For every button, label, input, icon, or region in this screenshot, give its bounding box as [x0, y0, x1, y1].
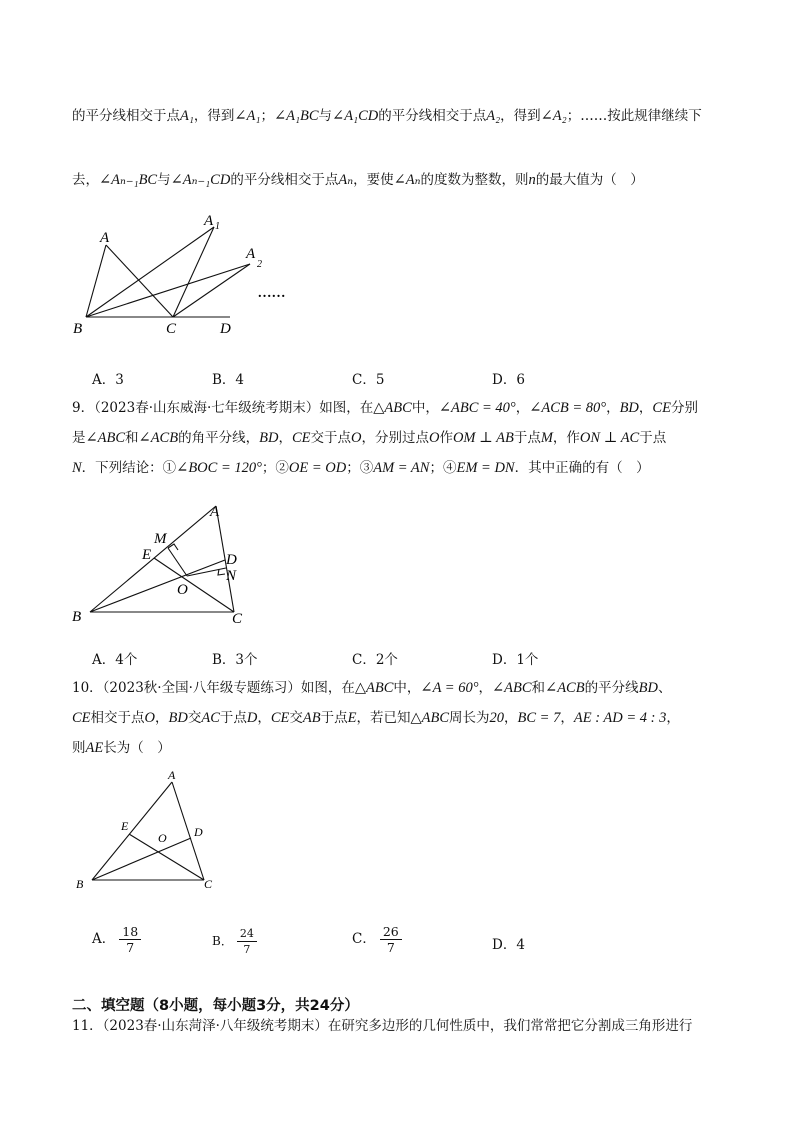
- math: D: [246, 710, 258, 726]
- text: ，: [606, 400, 620, 416]
- label-A: A: [100, 230, 110, 246]
- denominator: 7: [386, 940, 395, 955]
- math: BD: [638, 680, 658, 696]
- label-A1: A: [204, 213, 214, 229]
- q8-figure: [70, 205, 300, 340]
- math: CE: [291, 430, 311, 446]
- math: BD: [619, 400, 639, 416]
- math: AE : AD = 4 : 3: [573, 710, 667, 726]
- math: CE: [652, 400, 671, 416]
- text: ，: [257, 710, 271, 726]
- text: ，要使: [353, 172, 394, 188]
- text: 10．（2023秋·全国·八年级专题练习）如图，在: [72, 680, 355, 696]
- text: ，: [278, 430, 292, 446]
- text: ．其中正确的有（ ）: [514, 460, 650, 476]
- math: ∠ABC = 40°: [438, 400, 516, 416]
- q10-line3: [72, 738, 171, 758]
- text: 相交于点: [90, 710, 145, 726]
- label-O: O: [158, 831, 167, 845]
- text: 的最大值为（ ）: [535, 172, 644, 188]
- math: AC: [201, 710, 220, 726]
- q9-option-d[interactable]: D．1个: [492, 652, 539, 668]
- text: 作: [439, 430, 453, 446]
- text: 中，: [411, 400, 439, 416]
- text: 交于点: [310, 430, 351, 446]
- q10-figure: [70, 768, 230, 898]
- q11-line1: 11．（2023春·山东菏泽·八年级统考期末）在研究多边形的几何性质中，我们常常把它分割成三角形进行: [72, 1018, 693, 1034]
- math: CE: [270, 710, 290, 726]
- q9-line1: [72, 398, 698, 418]
- label-B: B: [73, 321, 83, 337]
- math: OM ⊥ AB: [452, 430, 514, 446]
- label-D: D: [194, 825, 203, 839]
- math: CE: [72, 710, 91, 726]
- math: ∠A = 60°: [420, 680, 479, 696]
- math: O: [350, 430, 362, 446]
- math: △ABC: [373, 400, 412, 416]
- text: 与: [318, 108, 333, 124]
- text: 的角平分线，: [178, 430, 260, 446]
- text: 9．（2023春·山东威海·七年级统考期末）如图，在: [72, 400, 374, 416]
- math: M: [540, 430, 553, 446]
- math: A₂: [486, 108, 501, 124]
- math: ON ⊥ AC: [579, 430, 640, 446]
- numerator: 18: [119, 924, 141, 940]
- line-AB: [90, 506, 216, 612]
- label-B: B: [76, 877, 84, 891]
- section-title: 二、填空题（8小题，每小题3分，共24分）: [72, 998, 359, 1014]
- text: 长为（ ）: [103, 740, 171, 756]
- math: O: [144, 710, 156, 726]
- label-M: M: [154, 531, 167, 547]
- fraction: [380, 924, 402, 955]
- label-dots: ……: [258, 286, 286, 301]
- fraction: [237, 926, 257, 957]
- math: n: [528, 172, 536, 188]
- text: ，: [560, 710, 574, 726]
- q8-option-c[interactable]: C．5: [352, 372, 385, 388]
- q9-option-c[interactable]: C．2个: [352, 652, 398, 668]
- label-N: N: [226, 568, 237, 584]
- q8-line1: [72, 106, 702, 126]
- label-B: B: [72, 609, 82, 625]
- q10-line1: [72, 678, 671, 698]
- line-BD: [92, 838, 191, 880]
- text: ，: [504, 710, 518, 726]
- q9-option-b[interactable]: B．3个: [212, 652, 258, 668]
- math: BD: [259, 430, 279, 446]
- text: 的平分线相交于点: [230, 172, 339, 188]
- math: ∠A₁BC: [273, 108, 319, 124]
- math: OE = OD: [288, 460, 347, 476]
- q9-option-a[interactable]: A．4个: [92, 652, 138, 668]
- text: ，得到: [500, 108, 541, 124]
- text: 中，: [393, 680, 421, 696]
- option-label: B．: [212, 934, 233, 948]
- math: ∠ABC: [492, 680, 532, 696]
- math: △ABC: [410, 710, 450, 726]
- label-C: C: [204, 877, 213, 891]
- math: ∠ACB: [138, 430, 179, 446]
- text: ，: [515, 400, 530, 416]
- text: 于点: [320, 710, 348, 726]
- text: ，分别过点: [361, 430, 429, 446]
- line-BA2: [86, 264, 250, 317]
- text: ，: [666, 710, 680, 726]
- text: 、: [657, 680, 672, 696]
- text: ；④: [429, 460, 457, 476]
- math: BC = 7: [517, 710, 561, 726]
- text: 的平分线相交于点: [378, 108, 487, 124]
- text: 的平分线相交于点: [72, 108, 180, 124]
- text: ，: [478, 680, 492, 696]
- label-D: D: [220, 321, 231, 337]
- math: ∠BOC = 120°: [176, 460, 262, 476]
- math: E: [347, 710, 357, 726]
- option-label: A．: [92, 931, 116, 947]
- label-C: C: [166, 321, 177, 337]
- math: AB: [302, 710, 321, 726]
- line-BD: [90, 560, 225, 612]
- math: ∠ACB: [545, 680, 585, 696]
- math: 20: [489, 710, 505, 726]
- math: AM = AN: [373, 460, 430, 476]
- text: 去，: [72, 172, 99, 188]
- q10-option-a[interactable]: [92, 924, 141, 955]
- line-AB: [86, 245, 106, 317]
- math: ∠A₂: [540, 108, 567, 124]
- q10-line2: [72, 708, 680, 728]
- math: ∠Aₙ₋₁CD: [170, 172, 231, 188]
- numerator: 26: [380, 924, 402, 940]
- text: ，: [155, 710, 169, 726]
- label-A: A: [210, 504, 220, 520]
- label-A1-sub: 1: [215, 221, 220, 232]
- math: ∠Aₙ₋₁BC: [99, 172, 158, 188]
- math: EM = DN: [456, 460, 515, 476]
- numerator: 24: [237, 926, 257, 942]
- line-OM: [168, 548, 187, 576]
- text: ；……按此规律继续下: [566, 108, 702, 124]
- math: BD: [168, 710, 188, 726]
- option-label: C．: [352, 931, 376, 947]
- text: 于点: [219, 710, 247, 726]
- line-AC: [106, 245, 173, 317]
- text: ，作: [552, 430, 580, 446]
- right-angle-N: [218, 569, 225, 575]
- q9-figure: [68, 500, 268, 630]
- q10-option-b[interactable]: [212, 926, 257, 957]
- q8-option-d[interactable]: D．6: [492, 372, 525, 388]
- math: ∠Aₙ: [393, 172, 421, 188]
- math: A₁: [180, 108, 194, 124]
- math: O: [428, 430, 440, 446]
- math: ∠A₁: [234, 108, 261, 124]
- label-O: O: [177, 582, 188, 598]
- text: 于点: [513, 430, 541, 446]
- text: 是: [72, 430, 86, 446]
- denominator: 7: [243, 943, 251, 956]
- math: N: [72, 460, 82, 476]
- q9-line2: [72, 428, 666, 448]
- text: ；②: [261, 460, 289, 476]
- q8-line2: [72, 170, 644, 190]
- text: ；: [260, 108, 274, 124]
- text: 交: [289, 710, 303, 726]
- label-A2: A: [246, 246, 256, 262]
- text: ，得到: [193, 108, 235, 124]
- text: 周长为: [449, 710, 490, 726]
- fraction: [119, 924, 141, 955]
- label-D: D: [226, 552, 237, 568]
- math: ∠ACB = 80°: [529, 400, 607, 416]
- text: 与: [157, 172, 171, 188]
- q10-option-c[interactable]: [352, 924, 402, 955]
- text: 于点: [639, 430, 667, 446]
- math: ∠A₁CD: [332, 108, 379, 124]
- label-A2-sub: 2: [257, 259, 262, 270]
- line-CE: [154, 558, 234, 612]
- text: 和: [531, 680, 546, 696]
- text: 则: [72, 740, 86, 756]
- text: 的度数为整数，则: [420, 172, 529, 188]
- label-C: C: [232, 611, 243, 627]
- math: Aₙ: [338, 172, 354, 188]
- text: ．下列结论：①: [81, 460, 177, 476]
- q9-line3: [72, 458, 650, 478]
- text: 和: [125, 430, 139, 446]
- label-E: E: [121, 819, 129, 833]
- math: AE: [85, 740, 104, 756]
- math: △ABC: [354, 680, 394, 696]
- text: 交: [187, 710, 202, 726]
- label-A: A: [168, 768, 176, 782]
- q8-option-b[interactable]: B．4: [212, 372, 245, 388]
- q10-option-d[interactable]: D．4: [492, 937, 525, 953]
- text: 的平分线: [584, 680, 639, 696]
- text: ，: [638, 400, 653, 416]
- text: ，若已知: [356, 710, 411, 726]
- q8-option-a[interactable]: A．3: [92, 372, 124, 388]
- text: 分别: [670, 400, 698, 416]
- denominator: 7: [126, 940, 135, 955]
- text: ；③: [346, 460, 374, 476]
- math: ∠ABC: [85, 430, 126, 446]
- label-E: E: [142, 547, 152, 563]
